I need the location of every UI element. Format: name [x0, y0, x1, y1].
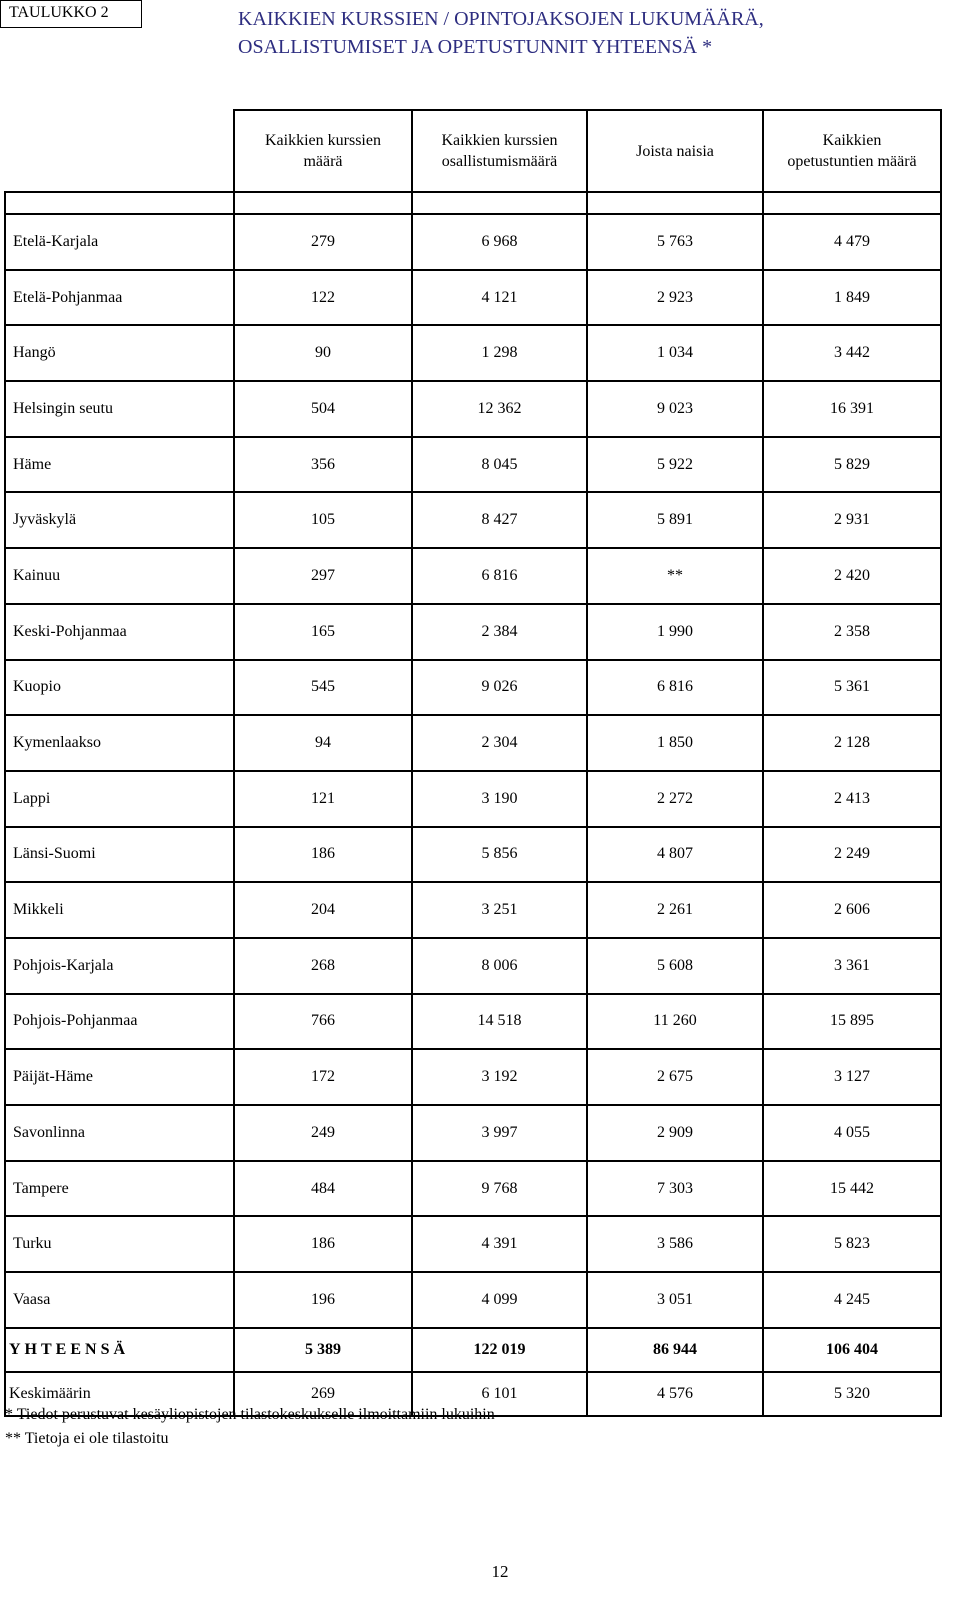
cell-kurssit: 105: [234, 492, 412, 548]
table-body: [5, 192, 941, 1416]
title-line: OSALLISTUMISET JA OPETUSTUNNIT YHTEENSÄ *: [238, 36, 713, 58]
cell-tunnit: 3 127: [763, 1049, 941, 1105]
region-name: Turku: [5, 1216, 234, 1272]
cell-osallistumiset: 12 362: [412, 381, 587, 437]
region-name: Lappi: [5, 771, 234, 827]
cell-naisia: 6 816: [587, 660, 763, 716]
cell-tunnit: 3 442: [763, 325, 941, 381]
table-row: [5, 214, 941, 270]
cell-osallistumiset: 9 768: [412, 1161, 587, 1217]
cell-naisia: 5 891: [587, 492, 763, 548]
cell-osallistumiset: 4 099: [412, 1272, 587, 1328]
table-row: [5, 715, 941, 771]
cell-osallistumiset: 2 384: [412, 604, 587, 660]
table-row: [5, 994, 941, 1050]
cell-tunnit: 2 358: [763, 604, 941, 660]
region-name: Helsingin seutu: [5, 381, 234, 437]
cell-naisia: 4 576: [587, 1372, 763, 1416]
cell-kurssit: 172: [234, 1049, 412, 1105]
table-row: [5, 1105, 941, 1161]
cell-kurssit: 122: [234, 270, 412, 326]
cell-osallistumiset: 2 304: [412, 715, 587, 771]
cell-naisia: 9 023: [587, 381, 763, 437]
cell-tunnit: 2 931: [763, 492, 941, 548]
cell-osallistumiset: 8 006: [412, 938, 587, 994]
cell-naisia: 1 034: [587, 325, 763, 381]
statistics-table: [4, 109, 942, 1417]
table-row: [5, 492, 941, 548]
cell-kurssit: 196: [234, 1272, 412, 1328]
cell-osallistumiset: 14 518: [412, 994, 587, 1050]
cell-naisia: 2 675: [587, 1049, 763, 1105]
cell-tunnit: 2 249: [763, 827, 941, 883]
region-name: YHTEENSÄ: [5, 1328, 234, 1372]
cell-osallistumiset: 9 026: [412, 660, 587, 716]
cell-kurssit: 766: [234, 994, 412, 1050]
cell-osallistumiset: 6 816: [412, 548, 587, 604]
cell-naisia: 1 850: [587, 715, 763, 771]
cell-kurssit: 279: [234, 214, 412, 270]
header-blank: [5, 110, 234, 192]
table-row: [5, 1216, 941, 1272]
footnote: ** Tietoja ei ole tilastoitu: [5, 1430, 169, 1447]
table-row: [5, 1272, 941, 1328]
cell-kurssit: 90: [234, 325, 412, 381]
region-name: Länsi-Suomi: [5, 827, 234, 883]
cell-tunnit: 106 404: [763, 1328, 941, 1372]
table-row: [5, 604, 941, 660]
table-row: [5, 1049, 941, 1105]
cell-kurssit: 545: [234, 660, 412, 716]
cell-tunnit: 15 442: [763, 1161, 941, 1217]
table-row: [5, 437, 941, 493]
table-row: [5, 771, 941, 827]
table-row: [5, 548, 941, 604]
cell-naisia: 3 586: [587, 1216, 763, 1272]
cell-osallistumiset: 3 190: [412, 771, 587, 827]
total-row: [5, 1328, 941, 1372]
cell-tunnit: 15 895: [763, 994, 941, 1050]
column-header-kurssit: Kaikkien kurssien määrä: [234, 110, 412, 192]
cell-naisia: 2 923: [587, 270, 763, 326]
column-header-osallistumiset: Kaikkien kurssien osallistumismäärä: [412, 110, 587, 192]
cell-tunnit: 5 361: [763, 660, 941, 716]
cell-naisia: 2 272: [587, 771, 763, 827]
cell-tunnit: 4 055: [763, 1105, 941, 1161]
cell-kurssit: 269: [234, 1372, 412, 1416]
region-name: Päijät-Häme: [5, 1049, 234, 1105]
region-name: Keski-Pohjanmaa: [5, 604, 234, 660]
page-title: [238, 5, 938, 61]
cell-tunnit: 2 420: [763, 548, 941, 604]
cell-tunnit: 2 413: [763, 771, 941, 827]
cell-tunnit: 5 829: [763, 437, 941, 493]
cell-kurssit: 268: [234, 938, 412, 994]
cell-osallistumiset: 6 968: [412, 214, 587, 270]
cell-osallistumiset: 3 251: [412, 882, 587, 938]
cell-naisia: **: [587, 548, 763, 604]
region-name: Pohjois-Pohjanmaa: [5, 994, 234, 1050]
cell-kurssit: 504: [234, 381, 412, 437]
title-line: KAIKKIEN KURSSIEN / OPINTOJAKSOJEN LUKUMÄÄRÄ,: [238, 8, 764, 30]
cell-naisia: 2 261: [587, 882, 763, 938]
table-row: [5, 938, 941, 994]
cell-kurssit: 249: [234, 1105, 412, 1161]
cell-osallistumiset: 8 045: [412, 437, 587, 493]
cell-kurssit: 186: [234, 827, 412, 883]
region-name: Pohjois-Karjala: [5, 938, 234, 994]
footnotes: [5, 1403, 495, 1451]
column-header-naisia: Joista naisia: [587, 110, 763, 192]
cell-osallistumiset: 5 856: [412, 827, 587, 883]
cell-naisia: 2 909: [587, 1105, 763, 1161]
cell-naisia: 7 303: [587, 1161, 763, 1217]
footnote: * Tiedot perustuvat kesäyliopistojen tilastokeskukselle ilmoittamiin lukuihin: [5, 1406, 495, 1423]
cell-tunnit: 2 606: [763, 882, 941, 938]
region-name: Etelä-Karjala: [5, 214, 234, 270]
cell-osallistumiset: 6 101: [412, 1372, 587, 1416]
spacer-row: [5, 192, 941, 214]
cell-kurssit: 297: [234, 548, 412, 604]
table-label: TAULUKKO 2: [0, 0, 142, 28]
table-row: [5, 325, 941, 381]
cell-kurssit: 356: [234, 437, 412, 493]
table-row: [5, 827, 941, 883]
column-header-tunnit: Kaikkien opetustuntien määrä: [763, 110, 941, 192]
cell-kurssit: 121: [234, 771, 412, 827]
cell-tunnit: 2 128: [763, 715, 941, 771]
cell-tunnit: 5 320: [763, 1372, 941, 1416]
region-name: Hangö: [5, 325, 234, 381]
cell-osallistumiset: 4 391: [412, 1216, 587, 1272]
cell-tunnit: 4 245: [763, 1272, 941, 1328]
cell-kurssit: 94: [234, 715, 412, 771]
region-name: Jyväskylä: [5, 492, 234, 548]
table-row: [5, 1161, 941, 1217]
cell-osallistumiset: 8 427: [412, 492, 587, 548]
cell-osallistumiset: 3 192: [412, 1049, 587, 1105]
table-row: [5, 882, 941, 938]
header-row: [5, 110, 941, 192]
cell-naisia: 4 807: [587, 827, 763, 883]
table-row: [5, 660, 941, 716]
cell-kurssit: 165: [234, 604, 412, 660]
cell-naisia: 5 922: [587, 437, 763, 493]
cell-tunnit: 1 849: [763, 270, 941, 326]
cell-osallistumiset: 4 121: [412, 270, 587, 326]
cell-naisia: 86 944: [587, 1328, 763, 1372]
table-row: [5, 270, 941, 326]
region-name: Kuopio: [5, 660, 234, 716]
cell-tunnit: 4 479: [763, 214, 941, 270]
cell-osallistumiset: 1 298: [412, 325, 587, 381]
page-number: 12: [491, 1562, 509, 1581]
cell-osallistumiset: 3 997: [412, 1105, 587, 1161]
cell-kurssit: 5 389: [234, 1328, 412, 1372]
cell-tunnit: 3 361: [763, 938, 941, 994]
cell-naisia: 3 051: [587, 1272, 763, 1328]
region-name: Vaasa: [5, 1272, 234, 1328]
cell-osallistumiset: 122 019: [412, 1328, 587, 1372]
cell-tunnit: 16 391: [763, 381, 941, 437]
region-name: Keskimäärin: [5, 1372, 234, 1416]
cell-kurssit: 484: [234, 1161, 412, 1217]
region-name: Kainuu: [5, 548, 234, 604]
region-name: Mikkeli: [5, 882, 234, 938]
region-name: Tampere: [5, 1161, 234, 1217]
cell-naisia: 1 990: [587, 604, 763, 660]
cell-tunnit: 5 823: [763, 1216, 941, 1272]
region-name: Savonlinna: [5, 1105, 234, 1161]
cell-naisia: 5 608: [587, 938, 763, 994]
cell-kurssit: 204: [234, 882, 412, 938]
region-name: Etelä-Pohjanmaa: [5, 270, 234, 326]
table-row: [5, 381, 941, 437]
cell-kurssit: 186: [234, 1216, 412, 1272]
cell-naisia: 11 260: [587, 994, 763, 1050]
region-name: Kymenlaakso: [5, 715, 234, 771]
region-name: Häme: [5, 437, 234, 493]
cell-naisia: 5 763: [587, 214, 763, 270]
